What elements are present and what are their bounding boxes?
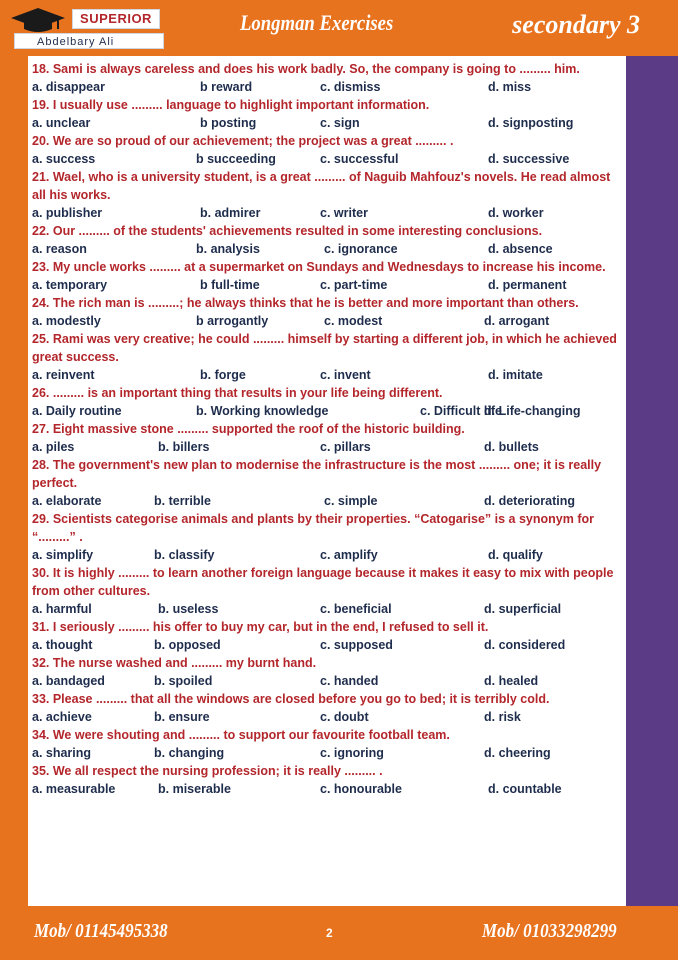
option-c: c. writer	[320, 206, 368, 220]
option-d: d. risk	[484, 710, 521, 724]
option-a: a. bandaged	[32, 674, 105, 688]
mobile-number-left: Mob/ 01145495338	[34, 920, 168, 942]
option-c: c. part-time	[320, 278, 388, 292]
option-b: b. analysis	[196, 242, 260, 256]
options-row	[32, 366, 622, 384]
option-a: a. success	[32, 152, 96, 166]
option-d: d. cheering	[484, 746, 551, 760]
option-c: c. doubt	[320, 710, 369, 724]
option-a: a. Daily routine	[32, 404, 122, 418]
question-text: 24. The rich man is .........; he always thinks that he is better and more important than others.	[32, 296, 579, 310]
question-text: 27. Eight massive stone ......... supported the roof of the historic building.	[32, 422, 465, 436]
option-d: d. absence	[488, 242, 553, 256]
option-b: b. opposed	[154, 638, 221, 652]
option-d: d. signposting	[488, 116, 574, 130]
question-text: 31. I seriously ......... his offer to buy my car, but in the end, I refused to sell it.	[32, 620, 489, 634]
options-row	[32, 312, 622, 330]
option-c: c. dismiss	[320, 80, 381, 94]
option-a: a. achieve	[32, 710, 92, 724]
question-text: 34. We were shouting and ......... to support our favourite football team.	[32, 728, 450, 742]
options-row	[32, 402, 622, 420]
option-d: d. bullets	[484, 440, 539, 454]
option-a: a. piles	[32, 440, 75, 454]
question-text: 25. Rami was very creative; he could ......... himself by starting a different job, in which he achieved great success.	[32, 332, 617, 364]
option-c: c. beneficial	[320, 602, 392, 616]
option-b: b. useless	[158, 602, 219, 616]
options-row	[32, 204, 622, 222]
option-b: b reward	[200, 80, 253, 94]
options-row	[32, 114, 622, 132]
page-header	[0, 0, 678, 56]
option-b: b. terrible	[154, 494, 211, 508]
question-text: 22. Our ......... of the students' achievements resulted in some interesting conclusions.	[32, 224, 543, 238]
option-b: b. classify	[154, 548, 215, 562]
grade-label: secondary 3	[512, 10, 640, 39]
question-text: 21. Wael, who is a university student, is a great ......... of Naguib Mahfouz's novels. He read almost all his works.	[32, 170, 611, 202]
option-c: c. handed	[320, 674, 379, 688]
option-a: a. simplify	[32, 548, 94, 562]
right-border-bar	[626, 56, 678, 906]
options-row	[32, 600, 622, 618]
option-a: a. harmful	[32, 602, 92, 616]
option-a: a. reason	[32, 242, 87, 256]
option-d: d. permanent	[488, 278, 567, 292]
superior-logo	[4, 5, 164, 49]
option-c: c. sign	[320, 116, 360, 130]
options-row	[32, 78, 622, 96]
options-row	[32, 150, 622, 168]
option-c: c. pillars	[320, 440, 371, 454]
options-row	[32, 672, 622, 690]
question-text: 28. The government's new plan to modernise the infrastructure is the most ......... one; it is really perfect.	[32, 458, 602, 490]
option-a: a. publisher	[32, 206, 103, 220]
option-a: a. thought	[32, 638, 93, 652]
option-b: b. forge	[200, 368, 246, 382]
option-d: d. healed	[484, 674, 539, 688]
options-row	[32, 240, 622, 258]
option-d: d. deteriorating	[484, 494, 575, 508]
option-d: d. successive	[488, 152, 570, 166]
option-a: a. unclear	[32, 116, 91, 130]
question-text: 18. Sami is always careless and does his work badly. So, the company is going to ......... him.	[32, 62, 580, 76]
options-row	[32, 492, 622, 510]
graduation-cap-icon	[10, 7, 66, 33]
options-row	[32, 438, 622, 456]
options-row	[32, 708, 622, 726]
question-text: 35. We all respect the nursing profession; it is really ......... .	[32, 764, 383, 778]
option-b: b. spoiled	[154, 674, 213, 688]
page-footer	[0, 906, 678, 960]
option-b: b. billers	[158, 440, 210, 454]
page-title: Longman Exercises	[240, 10, 394, 35]
question-text: 29. Scientists categorise animals and plants by their properties. “Catogarise” is a synonym for “.........” .	[32, 512, 594, 544]
question-text: 23. My uncle works ......... at a supermarket on Sundays and Wednesdays to increase his income.	[32, 260, 606, 274]
questions-list	[28, 56, 626, 906]
option-d: d. countable	[488, 782, 562, 796]
option-d: d. qualify	[488, 548, 543, 562]
options-row	[32, 780, 622, 798]
options-row	[32, 546, 622, 564]
option-c: c. honourable	[320, 782, 402, 796]
option-b: b full-time	[200, 278, 260, 292]
options-row	[32, 636, 622, 654]
question-text: 20. We are so proud of our achievement; the project was a great ......... .	[32, 134, 454, 148]
option-b: b. admirer	[200, 206, 261, 220]
option-c: c. supposed	[320, 638, 393, 652]
option-b: b. changing	[154, 746, 225, 760]
option-d: d. miss	[488, 80, 532, 94]
option-d: d. superficial	[484, 602, 562, 616]
options-row	[32, 744, 622, 762]
option-b: b. Working knowledge	[196, 404, 329, 418]
option-d: d. Life-changing	[484, 404, 581, 418]
question-text: 32. The nurse washed and ......... my burnt hand.	[32, 656, 317, 670]
option-a: a. elaborate	[32, 494, 102, 508]
option-b: b posting	[200, 116, 257, 130]
logo-author-name: Abdelbary Ali	[14, 33, 164, 49]
option-a: a. reinvent	[32, 368, 95, 382]
options-row	[32, 276, 622, 294]
option-b: b. ensure	[154, 710, 210, 724]
option-a: a. measurable	[32, 782, 116, 796]
option-a: a. sharing	[32, 746, 92, 760]
question-text: 19. I usually use ......... language to highlight important information.	[32, 98, 430, 112]
option-d: d. considered	[484, 638, 566, 652]
option-c: c. amplify	[320, 548, 378, 562]
option-d: d. worker	[488, 206, 544, 220]
option-c: c. invent	[320, 368, 371, 382]
option-c: c. modest	[324, 314, 383, 328]
question-text: 30. It is highly ......... to learn another foreign language because it makes it easy to mix with people from other cultures.	[32, 566, 614, 598]
option-d: d. arrogant	[484, 314, 550, 328]
option-c: c. ignoring	[320, 746, 384, 760]
option-b: b succeeding	[196, 152, 276, 166]
option-b: b arrogantly	[196, 314, 269, 328]
option-a: a. temporary	[32, 278, 108, 292]
option-a: a. modestly	[32, 314, 101, 328]
option-a: a. disappear	[32, 80, 105, 94]
option-c: c. successful	[320, 152, 399, 166]
option-b: b. miserable	[158, 782, 231, 796]
page-number: 2	[326, 926, 333, 940]
question-text: 26. ......... is an important thing that results in your life being different.	[32, 386, 443, 400]
option-c: c. Difficult life	[420, 404, 502, 418]
option-d: d. imitate	[488, 368, 543, 382]
option-c: c. ignorance	[324, 242, 398, 256]
logo-superior-text: SUPERIOR	[72, 9, 160, 29]
left-border-bar	[0, 56, 28, 906]
question-text: 33. Please ......... that all the windows are closed before you go to bed; it is terribly cold.	[32, 692, 550, 706]
option-c: c. simple	[324, 494, 378, 508]
mobile-number-right: Mob/ 01033298299	[482, 920, 617, 942]
